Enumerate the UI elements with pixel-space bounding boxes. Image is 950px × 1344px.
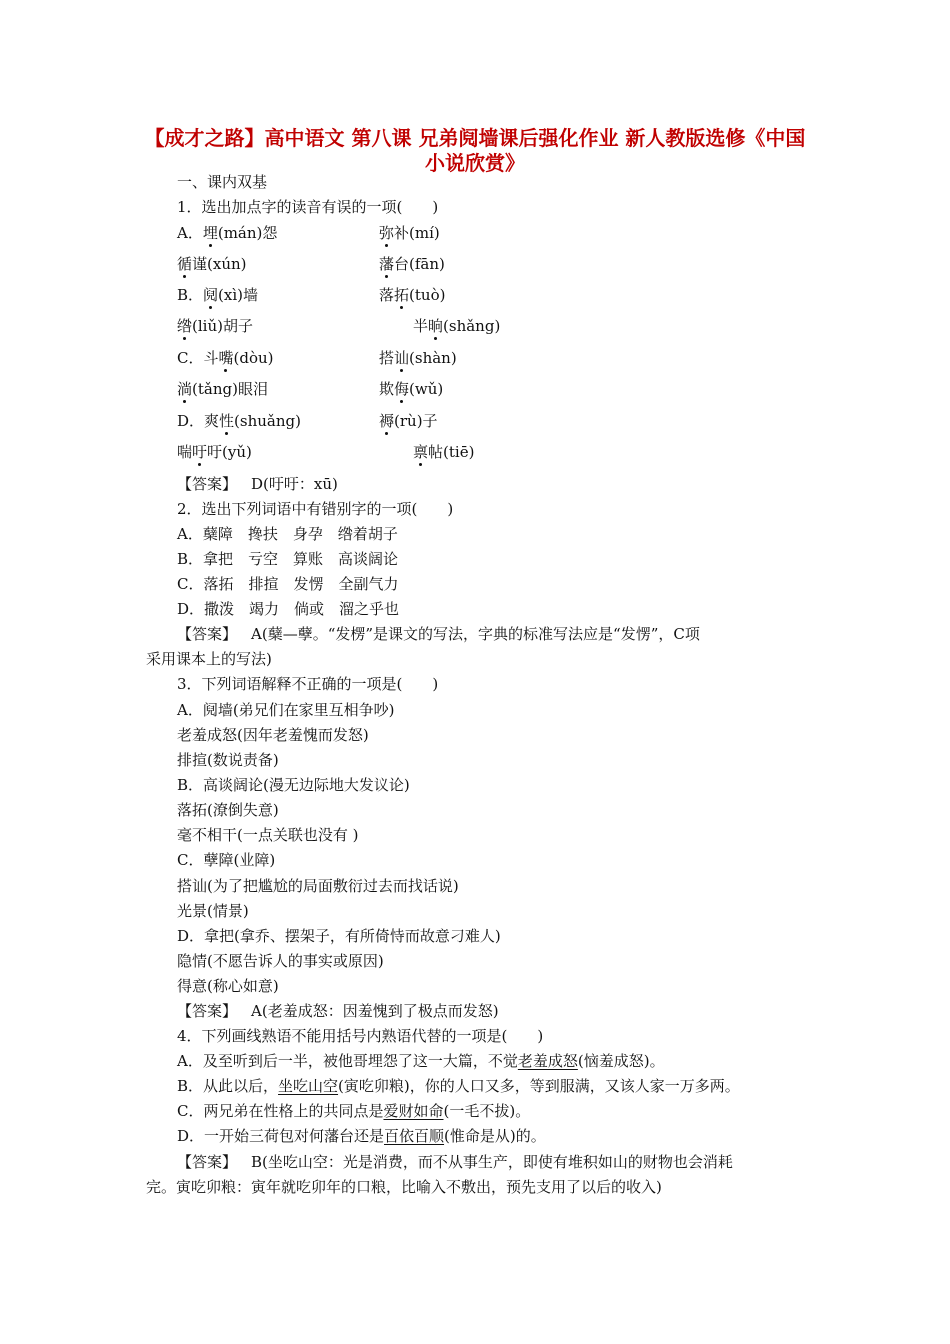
- q4-stem: 4．下列画线熟语不能用括号内熟语代替的一项是( ): [177, 1027, 544, 1045]
- q3-stem: 3．下列词语解释不正确的一项是( ): [177, 675, 439, 693]
- q1-c2-post: (shàn): [409, 349, 457, 367]
- answer-label: 【答案】: [177, 475, 238, 493]
- q4-a-text-post: (恼羞成怒)。: [577, 1052, 665, 1070]
- q4-answer-cont: 完。寅吃卯粮：寅年就吃卯年的口粮，比喻入不敷出，预先支用了以后的收入): [146, 1178, 662, 1196]
- q1-d1-dotted: 性: [219, 412, 235, 430]
- q4-b-underlined: 坐吃山空: [278, 1077, 339, 1095]
- q1-c1-post: (dòu): [233, 349, 274, 367]
- q3-line: 毫不相干(一点关联也没有 ): [177, 826, 359, 844]
- q1-d4-post: 帖(tiē): [428, 443, 475, 461]
- answer-label: 【答案】: [177, 625, 238, 643]
- q1-a4-dotted: 藩: [379, 255, 395, 273]
- q2-option-d: D．撒泼 竭力 倘或 溜之乎也: [177, 600, 400, 618]
- q1-b3-post: (liǔ)胡子: [192, 317, 253, 335]
- q1-c4-post: (wǔ): [409, 380, 444, 398]
- answer-label: 【答案】: [177, 1002, 238, 1020]
- q1-a2-dotted: 弥: [379, 224, 395, 242]
- q1-option-c1: [177, 348, 274, 368]
- q1-c3-post: (tǎng)眼泪: [192, 380, 268, 398]
- q3-line: 落拓(潦倒失意): [177, 801, 279, 819]
- q1-b2-pre: 落: [379, 286, 395, 304]
- q1-b1-pre: B．: [177, 286, 204, 304]
- answer-label: 【答案】: [177, 1153, 238, 1171]
- q1-d3-dotted: 吁: [192, 443, 208, 461]
- q1-option-b4: [413, 316, 500, 336]
- q4-option-d: [177, 1126, 546, 1146]
- q3-line: 得意(称心如意): [177, 977, 279, 995]
- q3-line: 搭讪(为了把尴尬的局面敷衍过去而找话说): [177, 877, 459, 895]
- q3-line: 隐情(不愿告诉人的事实或原因): [177, 952, 384, 970]
- q3-answer: [177, 1001, 499, 1021]
- q1-d3-post: 吁(yǔ): [207, 443, 252, 461]
- q1-option-c3: [177, 379, 268, 399]
- q1-a2-post: 补(mí): [394, 224, 440, 242]
- q3-line: 光景(情景): [177, 902, 249, 920]
- q2-answer-cont: 采用课本上的写法): [146, 650, 272, 668]
- q1-option-a2: [379, 223, 440, 243]
- q1-a4-post: 台(fān): [394, 255, 445, 273]
- q1-c2-dotted: 讪: [394, 349, 410, 367]
- q1-c3-dotted: 淌: [177, 380, 193, 398]
- q1-d4-dotted: 禀: [413, 443, 429, 461]
- q4-c-text: C．两兄弟在性格上的共同点是: [177, 1102, 384, 1120]
- section-heading: 一、课内双基: [177, 173, 268, 191]
- answer-text: A(蘖—孽。“发楞”是课文的写法，字典的标准写法应是“发愣”，C项: [251, 625, 700, 643]
- q1-option-b1: [177, 285, 258, 305]
- q1-option-d2: [379, 411, 438, 431]
- q1-a3-dotted: 循: [177, 255, 193, 273]
- q4-a-text: A．及至听到后一半，被他哥埋怨了这一大篇，不觉: [177, 1052, 518, 1070]
- q4-option-a: [177, 1051, 665, 1071]
- q1-b4-dotted: 晌: [428, 317, 444, 335]
- q4-d-text: D．一开始三荷包对何藩台还是: [177, 1127, 385, 1145]
- q1-b1-post: (xì)墙: [218, 286, 259, 304]
- q4-d-text-post: (惟命是从)的。: [444, 1127, 546, 1145]
- q1-b2-dotted: 拓: [394, 286, 410, 304]
- q1-b4-pre: 半: [413, 317, 429, 335]
- answer-text: A(老羞成怒：因羞愧到了极点而发怒): [251, 1002, 499, 1020]
- q4-answer: [177, 1152, 733, 1172]
- q1-stem: 1．选出加点字的读音有误的一项( ): [177, 198, 439, 216]
- q1-c1-pre: C．斗: [177, 349, 219, 367]
- q1-option-b2: [379, 285, 445, 305]
- q2-option-b: B．拿把 亏空 算账 高谈阔论: [177, 550, 399, 568]
- q4-c-text-post: (一毛不拔)。: [443, 1102, 531, 1120]
- answer-text: B(坐吃山空：光是消费，而不从事生产，即使有堆积如山的财物也会消耗: [251, 1153, 733, 1171]
- q3-line: D．拿把(拿乔、摆架子，有所倚恃而故意刁难人): [177, 927, 501, 945]
- q1-a1-pre: A．: [177, 224, 203, 242]
- q1-option-d3: [177, 442, 252, 462]
- q2-stem: 2．选出下列词语中有错别字的一项( ): [177, 500, 454, 518]
- q1-answer: [177, 474, 338, 494]
- q3-line: C．孽障(业障): [177, 851, 276, 869]
- answer-text: D(吁吁：xū): [251, 475, 338, 493]
- q1-option-a3: [177, 254, 247, 274]
- q4-c-underlined: 爱财如命: [383, 1102, 444, 1120]
- q1-option-b3: [177, 316, 253, 336]
- q1-c1-dotted: 嘴: [218, 349, 234, 367]
- q4-d-underlined: 百依百顺: [384, 1127, 445, 1145]
- q1-option-c2: [379, 348, 457, 368]
- q2-option-a: A．蘖障 搀扶 身孕 绺着胡子: [177, 525, 398, 543]
- q1-d3-pre: 喘: [177, 443, 193, 461]
- q1-d2-post: (rù)子: [394, 412, 438, 430]
- q3-line: 排揎(数说责备): [177, 751, 279, 769]
- q1-d1-pre: D．爽: [177, 412, 220, 430]
- q1-option-a1: [177, 223, 277, 243]
- document-title: 【成才之路】高中语文 第八课 兄弟阋墙课后强化作业 新人教版选修《中国小说欣赏》: [144, 126, 806, 175]
- q3-line: A．阋墙(弟兄们在家里互相争吵): [177, 701, 395, 719]
- q1-option-c4: [379, 379, 443, 399]
- q1-d1-post: (shuǎng): [234, 412, 301, 430]
- q4-option-b: [177, 1076, 740, 1096]
- q1-c4-dotted: 侮: [394, 380, 410, 398]
- q4-a-underlined: 老羞成怒: [517, 1052, 578, 1070]
- q3-line: B．高谈阔论(漫无边际地大发议论): [177, 776, 410, 794]
- q1-option-a4: [379, 254, 445, 274]
- q1-a3-post: 谨(xún): [192, 255, 247, 273]
- q1-a1-dotted: 埋: [202, 224, 218, 242]
- q1-option-d1: [177, 411, 301, 431]
- q1-option-d4: [413, 442, 474, 462]
- q2-option-c: C．落拓 排揎 发愣 全副气力: [177, 575, 399, 593]
- q1-c2-pre: 搭: [379, 349, 395, 367]
- q1-d2-dotted: 褥: [379, 412, 395, 430]
- q1-b1-dotted: 阋: [203, 286, 219, 304]
- q1-c4-pre: 欺: [379, 380, 395, 398]
- q4-option-c: [177, 1101, 530, 1121]
- q1-a1-post: (mán)怨: [217, 224, 278, 242]
- q1-b2-post: (tuò): [409, 286, 446, 304]
- q4-b-text-post: (寅吃卯粮)，你的人口又多，等到服满，又该人家一万多两。: [338, 1077, 740, 1095]
- q1-b3-dotted: 绺: [177, 317, 193, 335]
- q1-b4-post: (shǎng): [443, 317, 501, 335]
- q4-b-text: B．从此以后，: [177, 1077, 279, 1095]
- q2-answer: [177, 624, 700, 644]
- q3-line: 老羞成怒(因年老羞愧而发怒): [177, 726, 369, 744]
